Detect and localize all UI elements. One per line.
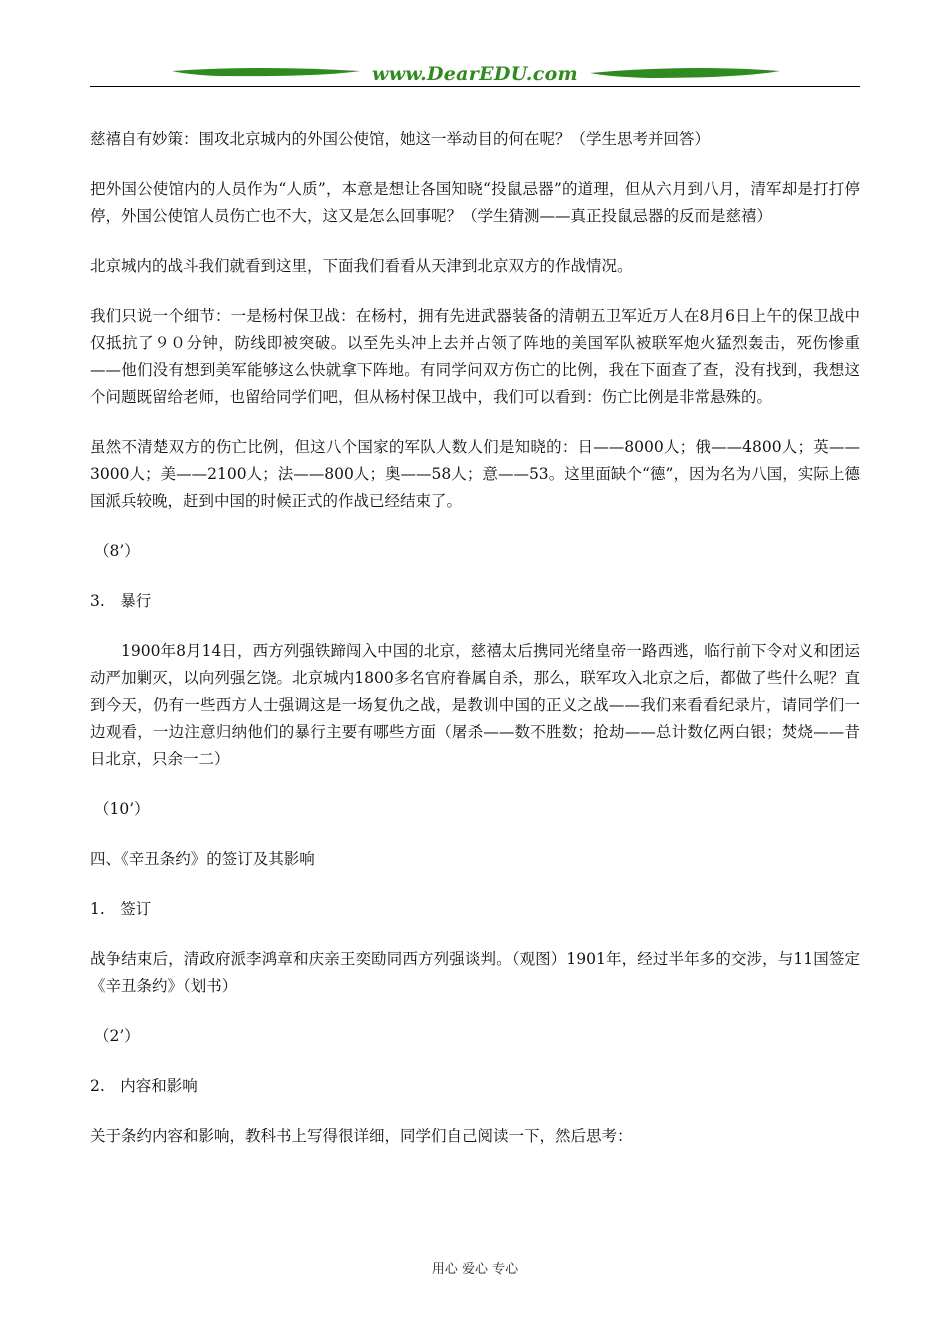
paragraph: 1900年8月14日，西方列强铁蹄闯入中国的北京，慈禧太后携同光绪皇帝一路西逃，临行前下令对义和团运动严加剿灭，以向列强乞饶。北京城内1800多名官府眷属自杀，那么，联军攻入北京之后，都做了些什么呢？直到今天，仍有一些西方人士强调这是一场复仇之战，是教训中国的正义之战——我们来看看纪录片，请同学们一边观看，一边注意归纳他们的暴行主要有哪些方面（屠杀——数不胜数；抢劫——总计数亿两白银；焚烧——昔日北京，只余一二） — [90, 642, 860, 768]
paragraph: 北京城内的战斗我们就看到这里，下面我们看看从天津到北京双方的作战情况。 — [90, 257, 633, 275]
paragraph: 把外国公使馆内的人员作为“人质”，本意是想让各国知晓“投鼠忌器”的道理，但从六月到八月，清军却是打打停停，外国公使馆人员伤亡也不大，这又是怎么回事呢？（学生猜测——真正投鼠忌器的反而是慈禧） — [90, 180, 860, 225]
paragraph: 虽然不清楚双方的伤亡比例，但这八个国家的军队人数人们是知晓的：日——8000人；俄——4800人；英——3000人；美——2100人；法——800人；奥——58人；意——53。这里面缺个“德”，因为名为八国，实际上德国派兵较晚，赶到中国的时候正式的作战已经结束了。 — [90, 438, 860, 510]
section-heading: 1. 签订 — [90, 900, 152, 918]
time-note: （10’） — [94, 800, 150, 818]
paragraph: 我们只说一个细节：一是杨村保卫战：在杨村，拥有先进武器装备的清朝五卫军近万人在8月6日上午的保卫战中仅抵抗了９０分钟，防线即被突破。以至先头冲上去并占领了阵地的美国军队被联军炮火猛烈轰击，死伤惨重——他们没有想到美军能够这么快就拿下阵地。有同学问双方伤亡的比例，我在下面查了查，没有找到，我想这个问题既留给老师，也留给同学们吧，但从杨村保卫战中，我们可以看到：伤亡比例是非常悬殊的。 — [90, 307, 860, 406]
time-note: （8’） — [94, 542, 140, 560]
paragraph: 战争结束后，清政府派李鸿章和庆亲王奕劻同西方列强谈判。（观图）1901年，经过半年多的交涉，与11国签定《辛丑条约》（划书） — [90, 950, 860, 995]
site-header — [90, 62, 860, 92]
time-note: （2’） — [94, 1027, 140, 1045]
paragraph: 关于条约内容和影响，教科书上写得很详细，同学们自己阅读一下，然后思考： — [90, 1127, 633, 1145]
site-brand: www.DearEDU.com — [372, 63, 578, 85]
paragraph: 慈禧自有妙策：围攻北京城内的外国公使馆，她这一举动目的何在呢？（学生思考并回答） — [90, 130, 711, 148]
section-heading: 四、《辛丑条约》的签订及其影响 — [90, 850, 315, 868]
header-rule — [90, 86, 860, 87]
section-heading: 3. 暴行 — [90, 592, 152, 610]
section-heading: 2. 内容和影响 — [90, 1077, 198, 1095]
document-body — [90, 126, 860, 1173]
page-footer: 用心 爱心 专心 — [431, 1262, 519, 1277]
